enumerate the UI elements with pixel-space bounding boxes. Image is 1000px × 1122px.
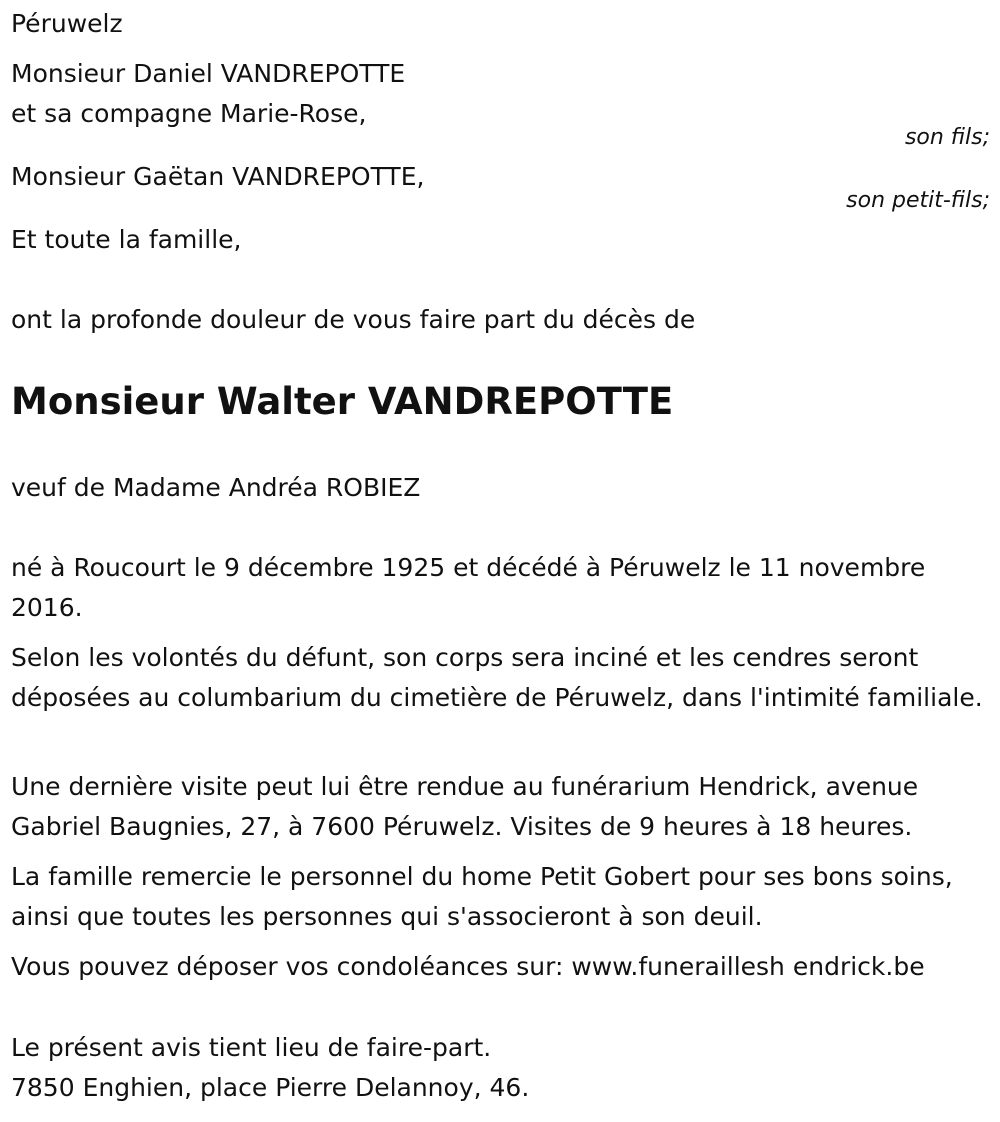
visit-paragraph: Une dernière visite peut lui être rendue au funérarium Hendrick, avenue Gabriel Baugnies, 27, à 7600 Péruwelz. Visites de 9 heures à 18 heures. [11, 772, 919, 841]
grandson-role: son petit-fils; [846, 188, 990, 213]
city-heading: Péruwelz [11, 9, 123, 38]
announcement-intro: ont la profonde douleur de vous faire part du décès de [11, 305, 696, 334]
condolences-line: Vous pouvez déposer vos condoléances sur: www.funeraillesh endrick.be [11, 952, 925, 981]
thanks-paragraph: La famille remercie le personnel du home Petit Gobert pour ses bons soins, ainsi que toutes les personnes qui s'associeront à son deuil. [11, 862, 953, 931]
son-name: Monsieur Daniel VANDREPOTTE [11, 59, 406, 88]
closing-line-2: 7850 Enghien, place Pierre Delannoy, 46. [11, 1073, 530, 1102]
family-line: Et toute la famille, [11, 225, 242, 254]
closing-line-1: Le présent avis tient lieu de faire-part. [11, 1033, 492, 1062]
cremation-paragraph: Selon les volontés du défunt, son corps sera inciné et les cendres seront déposées au columbarium du cimetière de Péruwelz, dans l'intimité familiale. [11, 643, 983, 712]
widower-line: veuf de Madame Andréa ROBIEZ [11, 473, 421, 502]
son-role: son fils; [904, 125, 990, 150]
deceased-name: Monsieur Walter VANDREPOTTE [11, 380, 674, 423]
son-partner: et sa compagne Marie-Rose, [11, 99, 367, 128]
grandson-name: Monsieur Gaëtan VANDREPOTTE, [11, 162, 425, 191]
birth-death-paragraph: né à Roucourt le 9 décembre 1925 et décédé à Péruwelz le 11 novembre 2016. [11, 553, 926, 622]
